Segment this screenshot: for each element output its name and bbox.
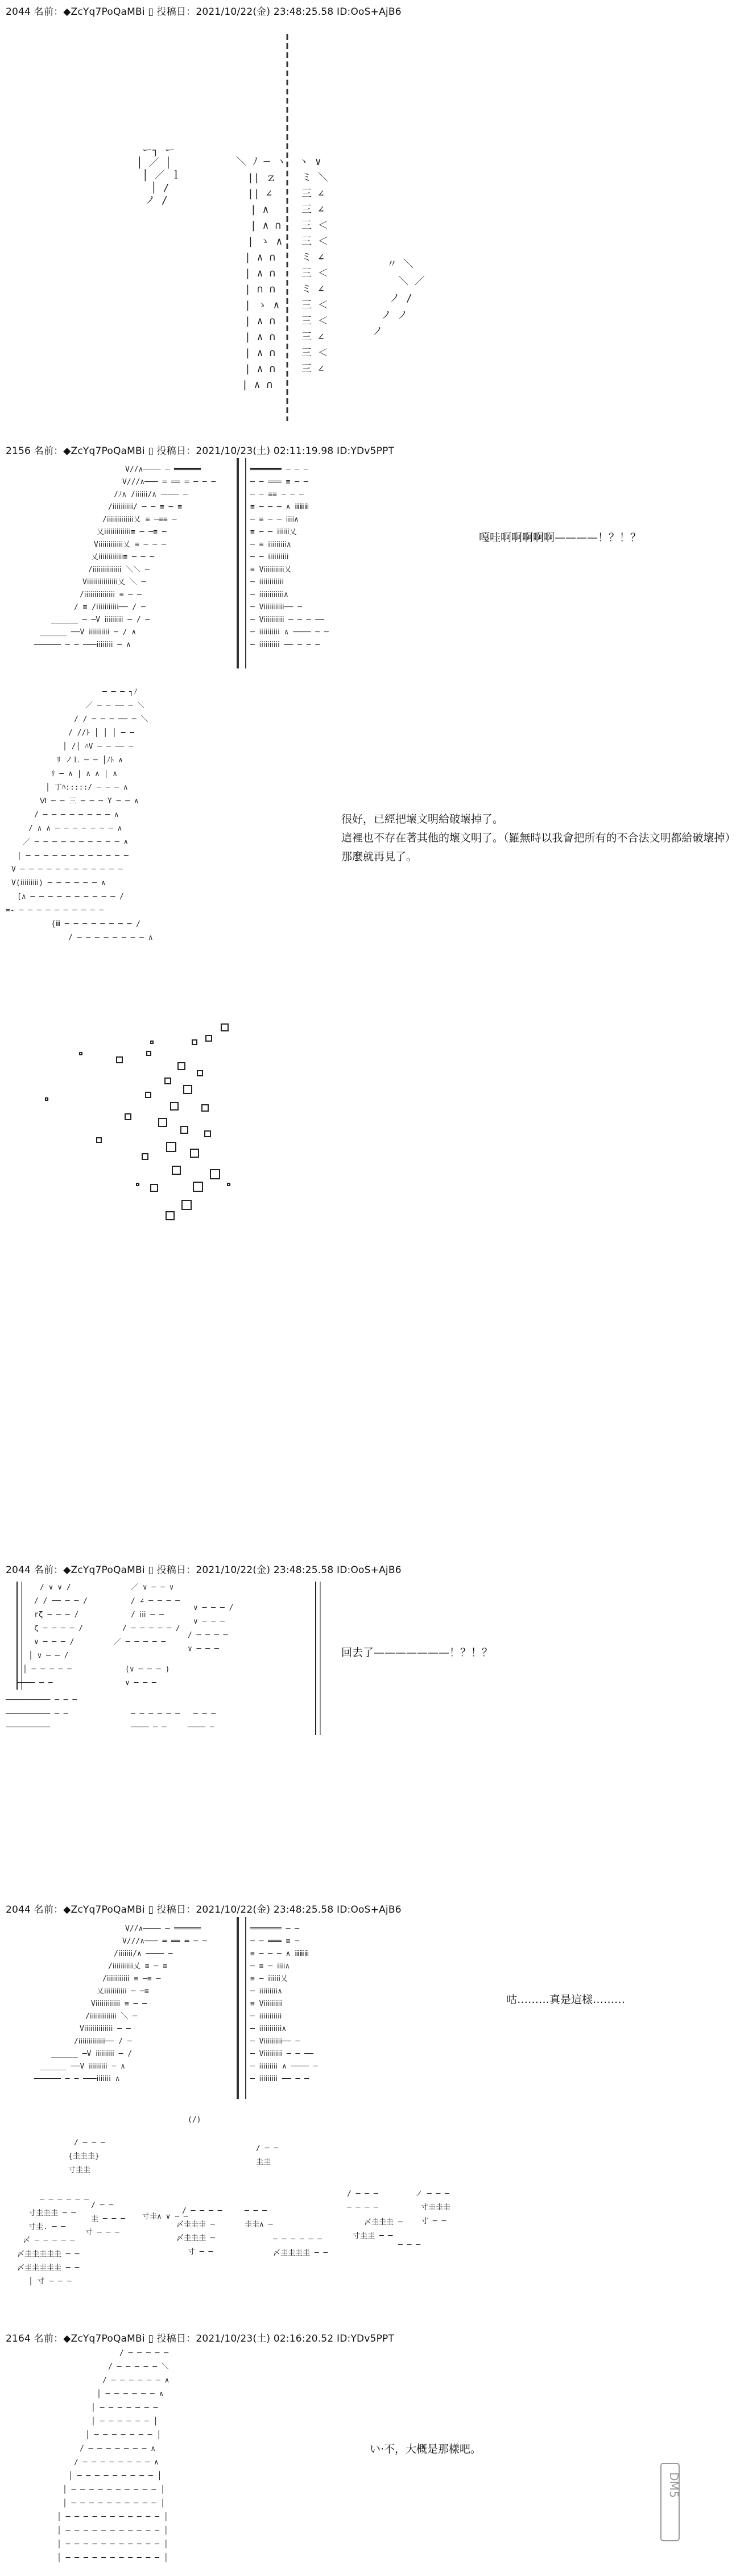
svg-text:│ ／ ｌ: │ ／ ｌ	[142, 170, 181, 181]
svg-text:寸圭. ─ ─: 寸圭. ─ ─	[28, 2223, 66, 2231]
panel-scattered-figures-art	[6, 2111, 506, 2298]
panel-split-figure-art	[34, 458, 432, 668]
svg-text:│ ─ ─ ─ ─ ─ ─ ─: │ ─ ─ ─ ─ ─ ─ ─	[91, 2404, 158, 2412]
svg-text:乂ⅰⅰⅰⅰⅰⅰⅰⅰⅰⅰⅰⅰ≡ ─ ─ ─: 乂ⅰⅰⅰⅰⅰⅰⅰⅰⅰⅰⅰⅰ≡ ─ ─ ─	[91, 553, 155, 562]
svg-text:│ 丁ﾊ:::::/ ─ ─ ─ ∧: │ 丁ﾊ:::::/ ─ ─ ─ ∧	[46, 783, 128, 792]
svg-text:|| ∠: || ∠	[247, 188, 272, 200]
dialogue-scream: 嘎哇啊啊啊啊啊————！？！？	[479, 531, 642, 544]
svg-text:│ ─ ─ ─ ─ ─ ─ ─ ─ ─ ─ ─ │: │ ─ ─ ─ ─ ─ ─ ─ ─ ─ ─ ─ │	[57, 2554, 168, 2562]
svg-text:三 ＜: 三 ＜	[301, 347, 328, 359]
svg-text:／ ─ ─ ─ ─ ─: ／ ─ ─ ─ ─ ─	[114, 1638, 166, 1646]
svg-text:三 ∠: 三 ∠	[301, 188, 324, 200]
svg-text:│ ─ ─ ─ ─ ─ ─ ─ ─ ─ ─ ─ │: │ ─ ─ ─ ─ ─ ─ ─ ─ ─ ─ ─ │	[57, 2513, 168, 2521]
svg-text:─ Vⅰⅰⅰⅰⅰⅰⅰⅰⅰⅰ ─ ─ ─ ──: ─ Vⅰⅰⅰⅰⅰⅰⅰⅰⅰⅰ ─ ─ ─ ──	[250, 616, 325, 624]
post-header: 2156 名前：◆ZcYq7PoQaMBi ▯ 投稿日：2021/10/23(土) 02:11:19.98 ID:YDv5PPT	[6, 445, 395, 457]
svg-text:寸圭圭: 寸圭圭	[68, 2166, 91, 2174]
svg-text:────── ─ ─ ───ⅰⅰⅰⅰⅰⅰⅰⅰ ─ ∧: ────── ─ ─ ───ⅰⅰⅰⅰⅰⅰⅰⅰ ─ ∧	[34, 641, 131, 649]
svg-text:〆圭圭圭圭圭 ─ ─: 〆圭圭圭圭圭 ─ ─	[17, 2264, 80, 2272]
svg-text:DM5: DM5	[667, 2472, 681, 2498]
post-header: 2044 名前：◆ZcYq7PoQaMBi ▯ 投稿日：2021/10/22(金) 23:48:25.58 ID:OoS+AjB6	[6, 6, 402, 18]
svg-text:______ ──V ⅰⅰⅰⅰⅰⅰⅰⅰⅰⅰ ─ / ∧: ______ ──V ⅰⅰⅰⅰⅰⅰⅰⅰⅰⅰ ─ / ∧	[40, 628, 137, 637]
svg-text:/ / ── ─ ─ /: / / ── ─ ─ /	[34, 1597, 88, 1605]
svg-text:ノ ─ ─ ─: ノ ─ ─ ─	[415, 2190, 449, 2198]
svg-text:≡ ─ ⅰⅰⅰⅰⅰⅰ乂: ≡ ─ ⅰⅰⅰⅰⅰⅰ乂	[250, 1975, 288, 1983]
svg-text:/ⅰⅰⅰⅰⅰⅰⅰⅰⅰⅰⅰⅰⅰ── / ─: /ⅰⅰⅰⅰⅰⅰⅰⅰⅰⅰⅰⅰⅰ── / ─	[74, 2037, 132, 2046]
svg-text:─ ⅰⅰⅰⅰⅰⅰⅰⅰⅰ ∧ ──── ─: ─ ⅰⅰⅰⅰⅰⅰⅰⅰⅰ ∧ ──── ─	[250, 2062, 318, 2071]
post-header: 2164 名前：◆ZcYq7PoQaMBi ▯ 投稿日：2021/10/23(土) 02:16:20.52 ID:YDv5PPT	[6, 2333, 395, 2344]
svg-text:─ ─ ⅰⅰⅰⅰⅰⅰⅰⅰⅰⅰ: ─ ─ ⅰⅰⅰⅰⅰⅰⅰⅰⅰⅰ	[250, 553, 289, 562]
svg-text:─ ─ ─ ┐ﾉ: ─ ─ ─ ┐ﾉ	[102, 688, 138, 696]
svg-text:Vⅰⅰⅰⅰⅰⅰⅰⅰⅰⅰⅰⅰⅰⅰⅰ乂 ＼ ─: Vⅰⅰⅰⅰⅰⅰⅰⅰⅰⅰⅰⅰⅰⅰⅰ乂 ＼ ─	[82, 578, 146, 587]
svg-text:─ ─ ─ ─: ─ ─ ─ ─	[347, 2203, 378, 2212]
svg-text:│ ∨ ─ ─ /: │ ∨ ─ ─ /	[28, 1652, 69, 1660]
svg-text:〆圭圭圭 ─: 〆圭圭圭 ─	[364, 2218, 403, 2227]
svg-text:│ ─ ─ ─ ─ ─ ─ ─ ─ ─ ─ ─ │: │ ─ ─ ─ ─ ─ ─ ─ ─ ─ ─ ─ │	[57, 2540, 168, 2549]
svg-text:圭圭: 圭圭	[256, 2158, 271, 2166]
svg-text:V///∧─── ═ ══ ═ ─ ─ ─: V///∧─── ═ ══ ═ ─ ─ ─	[122, 478, 216, 486]
svg-text:│ ／ │: │ ／ │	[137, 157, 172, 169]
svg-text:─ ─ ─: ─ ─ ─	[245, 2207, 267, 2215]
svg-text:______ ─V ⅰⅰⅰⅰⅰⅰⅰⅰⅰ ─ /: ______ ─V ⅰⅰⅰⅰⅰⅰⅰⅰⅰ ─ /	[51, 2050, 133, 2058]
svg-text:─ ≡ ⅰⅰⅰⅰⅰⅰⅰⅰⅰ∧: ─ ≡ ⅰⅰⅰⅰⅰⅰⅰⅰⅰ∧	[250, 540, 291, 549]
svg-text:/ ─ ─ ─ ─ ─ ─ ─ ─ ∧: / ─ ─ ─ ─ ─ ─ ─ ─ ∧	[74, 2458, 159, 2467]
svg-text:三 ＜: 三 ＜	[301, 267, 328, 279]
svg-text:ﾘ ノＬ ─ ─ │ﾉﾄ ∧: ﾘ ノＬ ─ ─ │ﾉﾄ ∧	[57, 756, 123, 765]
svg-text:(∨ ─ ─ ─ ): (∨ ─ ─ ─ )	[125, 1665, 170, 1674]
post-header: 2044 名前：◆ZcYq7PoQaMBi ▯ 投稿日：2021/10/22(金) 23:48:25.58 ID:OoS+AjB6	[6, 1564, 402, 1576]
svg-text:乂ⅰⅰⅰⅰⅰⅰⅰⅰⅰⅰⅰⅰⅰ≡ ─ ─≡ ─: 乂ⅰⅰⅰⅰⅰⅰⅰⅰⅰⅰⅰⅰⅰ≡ ─ ─≡ ─	[97, 528, 167, 536]
svg-text:────────── ─ ─ ─: ────────── ─ ─ ─	[6, 1696, 77, 1704]
svg-text:/ ∧ ∧ ─ ─ ─ ─ ─ ─ ─ ∧: / ∧ ∧ ─ ─ ─ ─ ─ ─ ─ ∧	[28, 824, 122, 833]
svg-text:/ⅰⅰⅰⅰⅰⅰⅰⅰⅰⅰ乂 ≡ ─ ≡: /ⅰⅰⅰⅰⅰⅰⅰⅰⅰⅰ乂 ≡ ─ ≡	[108, 1962, 167, 1971]
svg-text:/ / ─ ─ ─ ── ─ ＼: / / ─ ─ ─ ── ─ ＼	[74, 715, 148, 724]
svg-text:| ∧ ∩: | ∧ ∩	[245, 331, 276, 343]
svg-text:三 ＜: 三 ＜	[301, 236, 328, 247]
svg-text:/ ─ ─ ─ ─ ─ ─ ─ ─ ∧: / ─ ─ ─ ─ ─ ─ ─ ─ ∧	[34, 811, 119, 819]
svg-text:∨ ─ ─ ─: ∨ ─ ─ ─	[193, 1617, 225, 1626]
post-header: 2044 名前：◆ZcYq7PoQaMBi ▯ 投稿日：2021/10/22(金) 23:48:25.58 ID:OoS+AjB6	[6, 1904, 402, 1916]
svg-text:─ ─ ═══ ≡ ─: ─ ─ ═══ ≡ ─	[250, 1937, 300, 1946]
svg-text:∨ ─ ─ ─: ∨ ─ ─ ─	[188, 1645, 219, 1653]
svg-text:≡ ─ ─ ⅰⅰⅰⅰⅰⅰ乂: ≡ ─ ─ ⅰⅰⅰⅰⅰⅰ乂	[250, 528, 297, 536]
svg-text:(/): (/)	[188, 2116, 201, 2124]
svg-text:│ /: │ /	[151, 182, 169, 194]
svg-text:─ ⅰⅰⅰⅰⅰⅰⅰⅰⅰⅰⅰⅰ∧: ─ ⅰⅰⅰⅰⅰⅰⅰⅰⅰⅰⅰⅰ∧	[250, 591, 288, 599]
svg-text:Vⅰⅰⅰⅰⅰⅰⅰⅰⅰⅰⅰⅰ乂 ≡ ─ ─ ─: Vⅰⅰⅰⅰⅰⅰⅰⅰⅰⅰⅰⅰ乂 ≡ ─ ─ ─	[94, 540, 166, 549]
svg-text:圭圭∧ ─: 圭圭∧ ─	[245, 2220, 273, 2229]
svg-text:ミ ＼: ミ ＼	[301, 172, 328, 184]
svg-text:| ∧: | ∧	[250, 204, 269, 216]
svg-text:〆圭圭圭 ─: 〆圭圭圭 ─	[176, 2220, 215, 2229]
svg-text:Ⅵ ─ ─ 三 ─ ─ ─ Y ─ ─ ∧: Ⅵ ─ ─ 三 ─ ─ ─ Y ─ ─ ∧	[40, 797, 139, 806]
svg-text:─ ─ ─: ─ ─ ─	[193, 1710, 216, 1718]
svg-text:≡ ─ ─ ─ ∧ ⅲⅲⅲ: ≡ ─ ─ ─ ∧ ⅲⅲⅲ	[250, 503, 309, 511]
svg-text:─ ⅰⅰⅰⅰⅰⅰⅰⅰⅰⅰⅰ∧: ─ ⅰⅰⅰⅰⅰⅰⅰⅰⅰⅰⅰ∧	[250, 2025, 287, 2033]
svg-text:／ ─ ─ ─ ─ ─ ─ ─ ─ ─ ─ ∧: ／ ─ ─ ─ ─ ─ ─ ─ ─ ─ ─ ∧	[23, 838, 129, 847]
svg-text:═══════ ─ ─: ═══════ ─ ─	[250, 1925, 300, 1933]
svg-text:│ ─ ─ ─ ─ ─ ─ ─ │: │ ─ ─ ─ ─ ─ ─ ─ │	[85, 2431, 162, 2439]
svg-text:/ ─ ─ ─ ─ ─: / ─ ─ ─ ─ ─	[119, 2349, 169, 2358]
svg-text:寸圭圭圭 ─ ─: 寸圭圭圭 ─ ─	[28, 2209, 76, 2218]
svg-text:寸 ─ ─: 寸 ─ ─	[188, 2248, 213, 2256]
svg-text:─ ⅰⅰⅰⅰⅰⅰⅰⅰⅰⅰ ── ─ ─ ─: ─ ⅰⅰⅰⅰⅰⅰⅰⅰⅰⅰ ── ─ ─ ─	[250, 641, 320, 649]
svg-text:─ ─ ─ ─ ─ ─: ─ ─ ─ ─ ─ ─	[131, 1710, 180, 1718]
svg-text:三 ＜: 三 ＜	[301, 299, 328, 311]
svg-text:{ⅲ ─ ─ ─ ─ ─ ─ ─ ─ /: {ⅲ ─ ─ ─ ─ ─ ─ ─ ─ /	[51, 920, 140, 928]
svg-text:═══════ ─ ─ ─: ═══════ ─ ─ ─	[250, 465, 308, 474]
svg-text:/ ─ ─ ─ ─ ─ ─ ∧: / ─ ─ ─ ─ ─ ─ ∧	[102, 2376, 169, 2385]
svg-text:乂ⅰⅰⅰⅰⅰⅰⅰⅰⅰⅰⅰ ─ ─≡: 乂ⅰⅰⅰⅰⅰⅰⅰⅰⅰⅰⅰ ─ ─≡	[97, 1987, 149, 1996]
svg-text:〆圭圭圭 ─: 〆圭圭圭 ─	[176, 2234, 215, 2243]
svg-text:/ⅰⅰⅰⅰⅰⅰⅰⅰⅰⅰⅰⅰⅰⅰ ＼＼ ─: /ⅰⅰⅰⅰⅰⅰⅰⅰⅰⅰⅰⅰⅰⅰ ＼＼ ─	[88, 565, 150, 574]
svg-text:─ ≡ ─ ⅰⅰⅰⅰ∧: ─ ≡ ─ ⅰⅰⅰⅰ∧	[250, 1962, 290, 1971]
svg-text:V(ⅰⅰⅰⅰⅰⅰⅰⅰⅰ) ─ ─ ─ ─ ─ ─ ∧: V(ⅰⅰⅰⅰⅰⅰⅰⅰⅰ) ─ ─ ─ ─ ─ ─ ∧	[11, 879, 106, 887]
svg-text:─ ⅰⅰⅰⅰⅰⅰⅰⅰⅰ ── ─ ─: ─ ⅰⅰⅰⅰⅰⅰⅰⅰⅰ ── ─ ─	[250, 2075, 309, 2083]
svg-text:/ ∠ ─ ─ ─ ─: / ∠ ─ ─ ─ ─	[131, 1597, 180, 1605]
svg-text:│ /│ ﾊV ─ ─ ── ─: │ /│ ﾊV ─ ─ ── ─	[63, 742, 133, 751]
svg-text:V//∧──── ─ ══════: V//∧──── ─ ══════	[125, 465, 201, 474]
svg-text:=- ─ ─ ─ ─ ─ ─ ─ ─ ─ ─: =- ─ ─ ─ ─ ─ ─ ─ ─ ─ ─	[6, 906, 104, 915]
panel-cloaked-figure-art	[6, 683, 324, 944]
svg-text:三 ＜: 三 ＜	[301, 220, 328, 232]
svg-text:Vⅰⅰⅰⅰⅰⅰⅰⅰⅰⅰⅰⅰ ≡ ─ ─: Vⅰⅰⅰⅰⅰⅰⅰⅰⅰⅰⅰⅰ ≡ ─ ─	[91, 2000, 147, 2008]
svg-text:∨ ─ ─ ─ /: ∨ ─ ─ ─ /	[193, 1604, 234, 1612]
svg-text:＼ ／: ＼ ／	[398, 275, 425, 287]
svg-text:│ ─ ─ ─ ─ ─ ─ ─ ─ ─ ─ │: │ ─ ─ ─ ─ ─ ─ ─ ─ ─ ─ │	[63, 2499, 166, 2508]
svg-text:≡ Vⅰⅰⅰⅰⅰⅰⅰⅰⅰ: ≡ Vⅰⅰⅰⅰⅰⅰⅰⅰⅰ	[250, 2000, 282, 2008]
svg-text:| ∧ ∩: | ∧ ∩	[245, 267, 276, 279]
svg-text:| ∧ ∩: | ∧ ∩	[242, 379, 273, 391]
svg-text:≡ ─ ─ ─ ∧ ⅲⅲⅲ: ≡ ─ ─ ─ ∧ ⅲⅲⅲ	[250, 1950, 309, 1958]
svg-text:＼ ﾉ ─ ヽ: ＼ ﾉ ─ ヽ	[236, 156, 287, 168]
svg-text:│ ─ ─ ─ ─ ─ ─ │: │ ─ ─ ─ ─ ─ ─ │	[91, 2417, 158, 2426]
panel-dissolving-squares-art	[34, 1013, 319, 1229]
svg-text:______ ──V ⅰⅰⅰⅰⅰⅰⅰⅰⅰ ─ ∧: ______ ──V ⅰⅰⅰⅰⅰⅰⅰⅰⅰ ─ ∧	[40, 2062, 125, 2071]
svg-text:/ ─ ─ ─ ─ ─ /: / ─ ─ ─ ─ ─ /	[122, 1624, 180, 1633]
svg-text:/ ─ ─: / ─ ─	[256, 2144, 279, 2153]
svg-text:/ ─ ─ ─ ─ ─ ＼: / ─ ─ ─ ─ ─ ＼	[108, 2363, 169, 2371]
svg-text:圭 ─ ─ ─: 圭 ─ ─ ─	[91, 2215, 125, 2223]
svg-text:ヽ ∨: ヽ ∨	[299, 156, 321, 168]
panel-surprised-figures-art	[6, 1576, 336, 1764]
svg-text:≡ Vⅰⅰⅰⅰⅰⅰⅰⅰⅰⅰ乂: ≡ Vⅰⅰⅰⅰⅰⅰⅰⅰⅰⅰ乂	[250, 565, 292, 574]
svg-text:[∧ ─ ─ ─ ─ ─ ─ ─ ─ ─ ─ /: [∧ ─ ─ ─ ─ ─ ─ ─ ─ ─ ─ /	[17, 893, 124, 901]
svg-text:三 ∠: 三 ∠	[301, 363, 324, 375]
svg-text:/ⅰⅰⅰⅰⅰⅰⅰⅰⅰⅰⅰ ≡ ─≡ ─: /ⅰⅰⅰⅰⅰⅰⅰⅰⅰⅰⅰ ≡ ─≡ ─	[102, 1975, 161, 1983]
svg-text:寸 ─ ─: 寸 ─ ─	[421, 2217, 446, 2226]
svg-text:─ ─ ─ ─ ─ ─: ─ ─ ─ ─ ─ ─	[273, 2235, 322, 2244]
svg-text:─ ─ ─ ─ ─ ─: ─ ─ ─ ─ ─ ─	[40, 2195, 89, 2204]
svg-text:〆 ─ ─ ─ ─ ─: 〆 ─ ─ ─ ─ ─	[23, 2236, 75, 2245]
svg-text:三 ∠: 三 ∠	[301, 331, 324, 343]
svg-text:/ⅰⅰⅰⅰⅰⅰⅰⅰⅰⅰⅰⅰⅰⅰⅰ ≡ ─ ─: /ⅰⅰⅰⅰⅰⅰⅰⅰⅰⅰⅰⅰⅰⅰⅰ ≡ ─ ─	[80, 591, 142, 599]
svg-text:/ ─ ─ ─: / ─ ─ ─	[347, 2190, 378, 2198]
svg-text:寸圭圭 ─ ─: 寸圭圭 ─ ─	[353, 2232, 393, 2240]
svg-text:─ ⅰⅰⅰⅰⅰⅰⅰⅰⅰⅰⅰ: ─ ⅰⅰⅰⅰⅰⅰⅰⅰⅰⅰⅰ	[250, 2012, 282, 2021]
svg-text:寸圭∧ ∨ ─ ─: 寸圭∧ ∨ ─ ─	[142, 2212, 188, 2221]
svg-text:│ ─ ─ ─ ─ ─ ─ ─ ─ ─ ─ ─ │: │ ─ ─ ─ ─ ─ ─ ─ ─ ─ ─ ─ │	[57, 2527, 168, 2535]
dialogue-final: い·不，大概是那樣吧。	[370, 2443, 482, 2455]
dialogue-line-2: 這裡也不存在著其他的壞文明了。（羅無時以我會把所有的不合法文明都給破壞掉）	[341, 832, 736, 844]
svg-text:/ⅰⅰⅰⅰⅰⅰⅰⅰⅰⅰⅰⅰⅰ乂 ≡ ─≡≡ ─: /ⅰⅰⅰⅰⅰⅰⅰⅰⅰⅰⅰⅰⅰ乂 ≡ ─≡≡ ─	[102, 515, 177, 524]
svg-text:/ⅰⅰⅰⅰⅰⅰⅰⅰⅰⅰⅰⅰⅰ ＼ ─: /ⅰⅰⅰⅰⅰⅰⅰⅰⅰⅰⅰⅰⅰ ＼ ─	[85, 2012, 138, 2021]
svg-text:V///∧─── ═ ══ ═ ─ ─: V///∧─── ═ ══ ═ ─ ─	[122, 1937, 207, 1946]
svg-text:| ∩ ∩: | ∩ ∩	[245, 283, 276, 295]
svg-text:三 ∠: 三 ∠	[301, 204, 324, 216]
svg-text:〃 ＼: 〃 ＼	[387, 258, 414, 270]
svg-text:| ─ ─ ─ ─ ─ ─ ─ ─ ─ ─ ─ ─: | ─ ─ ─ ─ ─ ─ ─ ─ ─ ─ ─ ─	[17, 852, 129, 860]
svg-text:V//∧──── ─ ══════: V//∧──── ─ ══════	[125, 1925, 201, 1933]
svg-text:─ Vⅰⅰⅰⅰⅰⅰⅰⅰⅰ── ─: ─ Vⅰⅰⅰⅰⅰⅰⅰⅰⅰ── ─	[250, 2037, 300, 2046]
svg-text:ノ /: ノ /	[390, 292, 412, 304]
svg-text:寸 ─ ─ ─: 寸 ─ ─ ─	[85, 2228, 119, 2237]
svg-text:─ ─ ═══ ≡ ─ ─: ─ ─ ═══ ≡ ─ ─	[250, 478, 308, 486]
svg-text:ﾘ ─ ∧ | ∧ ∧ | ∧: ﾘ ─ ∧ | ∧ ∧ | ∧	[51, 770, 118, 778]
svg-text:────── ─ ─ ───ⅰⅰⅰⅰⅰⅰⅰ ∧: ────── ─ ─ ───ⅰⅰⅰⅰⅰⅰⅰ ∧	[34, 2075, 120, 2083]
panel-sword-art	[102, 23, 501, 421]
svg-text:──── ─: ──── ─	[188, 1723, 214, 1732]
svg-text:∨ ─ ─ ─: ∨ ─ ─ ─	[125, 1679, 156, 1687]
svg-text:| ∧ ∩: | ∧ ∩	[245, 347, 276, 359]
svg-text:______ ─ ─V ⅰⅰⅰⅰⅰⅰⅰⅰⅰ ─ / ─: ______ ─ ─V ⅰⅰⅰⅰⅰⅰⅰⅰⅰ ─ / ─	[51, 616, 150, 624]
svg-text:─ ─ ─: ─ ─ ─	[398, 2241, 421, 2249]
svg-text:ノ /: ノ /	[145, 195, 168, 207]
svg-text:／ ∨ ─ ─ ∨: ／ ∨ ─ ─ ∨	[131, 1583, 174, 1592]
panel-final-figure-art	[57, 2344, 296, 2571]
svg-text:/ ∨ ∨ /: / ∨ ∨ /	[40, 1583, 71, 1592]
svg-text:/ ─ ─ ─ ─ ─ ─ ─ ─ ∧: / ─ ─ ─ ─ ─ ─ ─ ─ ∧	[68, 934, 153, 942]
svg-text:{圭圭圭}: {圭圭圭}	[68, 2152, 100, 2161]
svg-text:ミ ∠: ミ ∠	[301, 251, 324, 263]
svg-text:──── ─ ─: ──── ─ ─	[131, 1723, 167, 1732]
svg-text:/ ≡ /ⅰⅰⅰⅰⅰⅰⅰⅰⅰⅰⅰ── / ─: / ≡ /ⅰⅰⅰⅰⅰⅰⅰⅰⅰⅰⅰ── / ─	[74, 603, 146, 612]
svg-text:─ Vⅰⅰⅰⅰⅰⅰⅰⅰⅰⅰ── ─: ─ Vⅰⅰⅰⅰⅰⅰⅰⅰⅰⅰ── ─	[250, 603, 302, 612]
svg-text:ー┐ ー: ー┐ ー	[142, 145, 175, 156]
svg-text:| ∧ ∩: | ∧ ∩	[245, 251, 276, 263]
svg-text:Vⅰⅰⅰⅰⅰⅰⅰⅰⅰⅰⅰⅰⅰⅰ ─ ─: Vⅰⅰⅰⅰⅰⅰⅰⅰⅰⅰⅰⅰⅰⅰ ─ ─	[80, 2025, 131, 2033]
svg-text:/ ⅰⅰⅰ ─ ─: / ⅰⅰⅰ ─ ─	[131, 1611, 164, 1619]
svg-text:│ ─ ─ ─ ─ ─ ─ ─ ─ ─ │: │ ─ ─ ─ ─ ─ ─ ─ ─ ─ │	[68, 2472, 162, 2480]
svg-text:rζ ─ ─ ─ /: rζ ─ ─ ─ /	[34, 1611, 79, 1619]
svg-text:──── ─ ─: ──── ─ ─	[17, 1679, 53, 1687]
svg-text:─ ⅰⅰⅰⅰⅰⅰⅰⅰⅰⅰ ∧ ──── ─ ─: ─ ⅰⅰⅰⅰⅰⅰⅰⅰⅰⅰ ∧ ──── ─ ─	[250, 628, 329, 637]
svg-text:/ //ﾄ │ │ │ ─ ─: / //ﾄ │ │ │ ─ ─	[68, 729, 135, 737]
svg-text:∨ ─ ─ ─ /: ∨ ─ ─ ─ /	[34, 1638, 75, 1646]
svg-text:/ﾉ∧ /ⅰⅰⅰⅰⅰⅰ/∧ ──── ─: /ﾉ∧ /ⅰⅰⅰⅰⅰⅰ/∧ ──── ─	[114, 490, 188, 499]
svg-text:三 ＜: 三 ＜	[301, 315, 328, 327]
dialogue-ellipsis: 咕………真是這樣………	[506, 1993, 626, 2006]
svg-text:─ ⅰⅰⅰⅰⅰⅰⅰⅰⅰⅰⅰⅰ: ─ ⅰⅰⅰⅰⅰⅰⅰⅰⅰⅰⅰⅰ	[250, 578, 284, 587]
svg-text:/ⅰⅰⅰⅰⅰⅰⅰⅰⅰⅰ/ ─ ─ ≡ ─ ≡: /ⅰⅰⅰⅰⅰⅰⅰⅰⅰⅰ/ ─ ─ ≡ ─ ≡	[108, 503, 183, 511]
svg-text:/ ─ ─ ─ ─: / ─ ─ ─ ─	[182, 2207, 222, 2215]
svg-text:|| ｚ: || ｚ	[247, 172, 276, 184]
svg-text:ノ ノ: ノ ノ	[381, 309, 408, 321]
svg-text:│ 寸 ─ ─ ─: │ 寸 ─ ─ ─	[28, 2277, 72, 2286]
panel-split-figure-repeat-art	[34, 1917, 432, 2099]
svg-text:〆圭圭圭圭圭 ─ ─: 〆圭圭圭圭圭 ─ ─	[17, 2250, 80, 2259]
svg-text:──────────: ──────────	[6, 1723, 51, 1732]
svg-text:│ ─ ─ ─ ─ ─ ─ ─ ─ ─ ─ │: │ ─ ─ ─ ─ ─ ─ ─ ─ ─ ─ │	[63, 2486, 166, 2494]
dialogue-line-3: 那麼就再見了。	[341, 851, 417, 863]
svg-text:| ゝ ∧: | ゝ ∧	[247, 236, 283, 247]
svg-text:ζ ─ ─ ─ ─ /: ζ ─ ─ ─ ─ /	[34, 1624, 84, 1633]
svg-text:/ ─ ─: / ─ ─	[91, 2201, 114, 2210]
svg-text:V ─ ─ ─ ─ ─ ─ ─ ─ ─ ─ ─ ─: V ─ ─ ─ ─ ─ ─ ─ ─ ─ ─ ─ ─	[11, 865, 123, 874]
svg-text:│ ─ ─ ─ ─ ─: │ ─ ─ ─ ─ ─	[23, 1665, 72, 1674]
dialogue-line-1: 很好，已經把壞文明給破壞掉了。	[341, 813, 504, 825]
svg-text:─ ─ ≡≡ ─ ─ ─: ─ ─ ≡≡ ─ ─ ─	[250, 490, 304, 499]
svg-text:ミ ∠: ミ ∠	[301, 283, 324, 295]
svg-text:│ ─ ─ ─ ─ ─ ─ ∧: │ ─ ─ ─ ─ ─ ─ ∧	[97, 2390, 164, 2399]
svg-text:─ Vⅰⅰⅰⅰⅰⅰⅰⅰⅰ ─ ─ ──: ─ Vⅰⅰⅰⅰⅰⅰⅰⅰⅰ ─ ─ ──	[250, 2050, 313, 2058]
dialogue-returned: 回去了———————！？！？	[341, 1646, 493, 1659]
site-watermark-logo	[660, 2462, 680, 2542]
svg-text:─ ⅰⅰⅰⅰⅰⅰⅰⅰⅰ∧: ─ ⅰⅰⅰⅰⅰⅰⅰⅰⅰ∧	[250, 1987, 282, 1996]
svg-text:/ ─ ─ ─: / ─ ─ ─	[74, 2139, 105, 2147]
svg-text:────────── ─ ─: ────────── ─ ─	[6, 1710, 68, 1718]
svg-text:/ ─ ─ ─ ─: / ─ ─ ─ ─	[188, 1631, 228, 1640]
svg-text:| ゝ ∧: | ゝ ∧	[245, 299, 280, 311]
svg-text:| ∧ ∩: | ∧ ∩	[250, 220, 282, 232]
svg-text:／ ─ ─ ── ─ ＼: ／ ─ ─ ── ─ ＼	[85, 701, 145, 710]
svg-text:/ⅰⅰⅰⅰⅰⅰⅰ/∧ ──── ─: /ⅰⅰⅰⅰⅰⅰⅰ/∧ ──── ─	[114, 1950, 173, 1958]
svg-text:/ ─ ─ ─ ─ ─ ─ ─ ∧: / ─ ─ ─ ─ ─ ─ ─ ∧	[80, 2445, 156, 2453]
svg-text:ノ: ノ	[373, 325, 383, 337]
svg-text:| ∧ ∩: | ∧ ∩	[245, 363, 276, 375]
svg-text:─ ≡ ─ ─ ⅰⅰⅰⅰ∧: ─ ≡ ─ ─ ⅰⅰⅰⅰ∧	[250, 515, 299, 524]
svg-text:〆圭圭圭圭 ─ ─: 〆圭圭圭圭 ─ ─	[273, 2249, 328, 2257]
svg-text:| ∧ ∩: | ∧ ∩	[245, 315, 276, 327]
svg-text:寸圭圭圭: 寸圭圭圭	[421, 2203, 451, 2212]
